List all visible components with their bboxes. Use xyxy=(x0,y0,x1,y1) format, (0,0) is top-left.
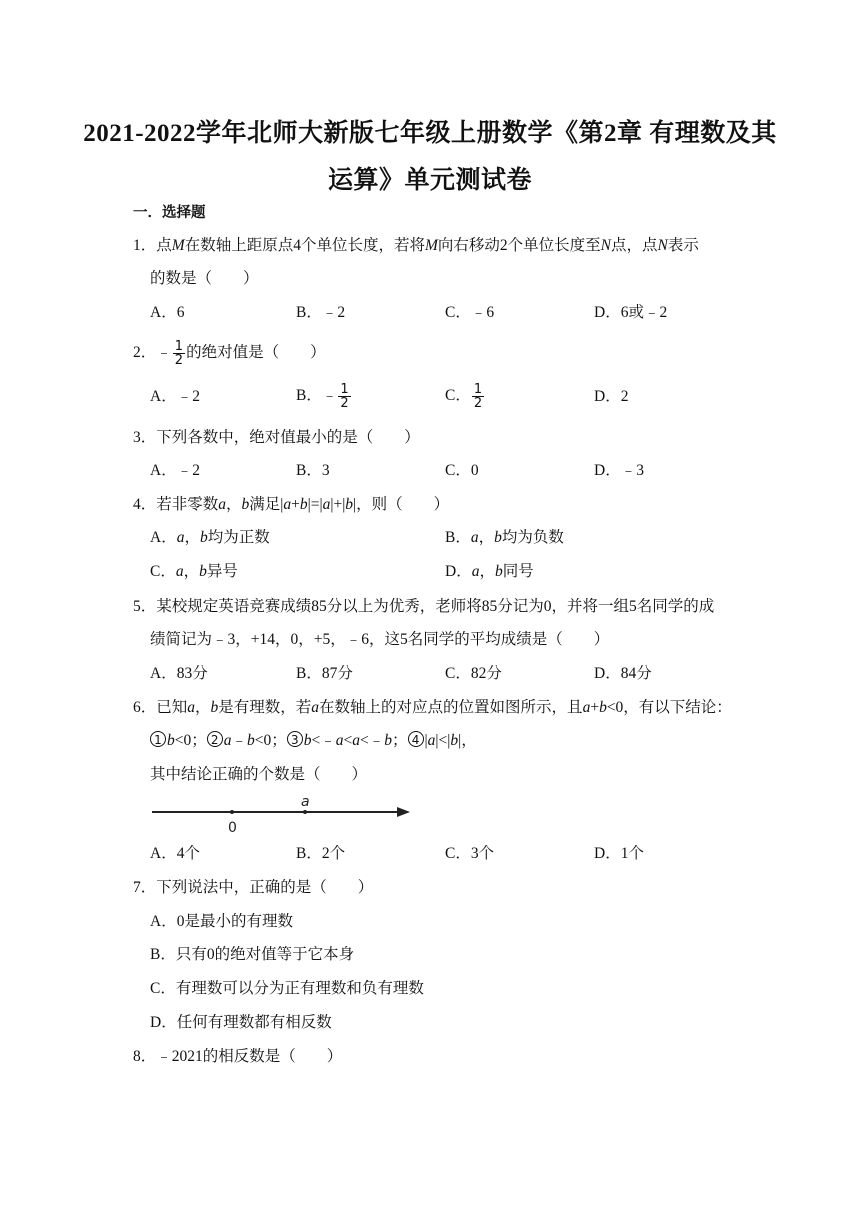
q1-number: 1． xyxy=(133,237,157,254)
opt-text: ， xyxy=(479,563,495,580)
var-b: b xyxy=(494,529,502,546)
q6-text: + xyxy=(590,699,600,716)
opt-text: 同号 xyxy=(502,563,534,580)
circled-number: 3 xyxy=(287,731,303,747)
q6-text: <0，有以下结论： xyxy=(606,699,732,716)
q4-text: 满足| xyxy=(249,496,284,513)
point-a-label: a xyxy=(301,794,310,810)
opt-label: B． xyxy=(445,529,471,546)
var-b: b xyxy=(210,699,219,716)
q4-option-c[interactable] xyxy=(150,562,238,582)
q3-option-d[interactable]: D．﹣3 xyxy=(594,462,644,479)
title-line-1: 2021-2022学年北师大新版七年级上册数学《第2章 有理数及其 xyxy=(83,120,777,147)
q1-option-b[interactable]: B．﹣2 xyxy=(296,304,346,321)
var-b: b xyxy=(199,563,207,580)
question-4 xyxy=(133,495,449,515)
q6-option-d[interactable]: D．1个 xyxy=(594,845,644,862)
q4-text: ， xyxy=(226,496,242,513)
opt-text: 异号 xyxy=(206,563,238,580)
origin-point xyxy=(230,810,234,814)
var-b: b xyxy=(345,496,354,513)
q7-option-d[interactable]: D．任何有理数都有相反数 xyxy=(150,1014,332,1031)
numerator: 1 xyxy=(473,381,483,397)
opt-text: ， xyxy=(478,529,495,546)
q3-option-a[interactable]: A．﹣2 xyxy=(150,462,200,479)
var-a: a xyxy=(175,563,184,580)
q6-text: <0； xyxy=(254,732,287,749)
var-a: a xyxy=(223,732,232,749)
q6-text: <﹣ xyxy=(360,732,385,749)
var-a: a xyxy=(218,496,227,513)
q1-var-n: N xyxy=(657,237,668,254)
q6-option-b[interactable]: B．2个 xyxy=(296,845,346,862)
q4-text: 4．若非零数 xyxy=(133,496,219,513)
question-6-line-2 xyxy=(150,731,477,751)
opt-label: C． xyxy=(150,563,176,580)
var-b: b xyxy=(241,496,250,513)
q6-text: 6．已知 xyxy=(133,699,188,716)
title-line-2: 运算》单元测试卷 xyxy=(327,167,532,194)
question-7: 7．下列说法中，正确的是（ ） xyxy=(133,879,374,896)
q1-text: 点 xyxy=(156,237,172,254)
q2-text: 的绝对值是（ ） xyxy=(186,344,326,361)
var-a: a xyxy=(187,699,196,716)
q1-option-c[interactable]: C．﹣6 xyxy=(445,304,495,321)
q1-var-m: M xyxy=(171,237,185,254)
q1-text: 向右移动2个单位长度至 xyxy=(437,237,601,254)
q2-option-c-fraction xyxy=(472,383,484,410)
q6-option-a[interactable]: A．4个 xyxy=(150,845,200,862)
q2-option-b-fraction xyxy=(338,383,350,410)
q2-neg: ﹣ xyxy=(156,344,172,361)
q1-option-d[interactable]: D．6或﹣2 xyxy=(594,304,668,321)
circled-number: 4 xyxy=(408,731,424,747)
q2-denominator: 2 xyxy=(174,352,184,368)
opt-text: 均为正数 xyxy=(207,529,270,546)
q1-var-n: N xyxy=(600,237,611,254)
q4-option-d[interactable] xyxy=(445,562,534,582)
q1-text: 点，点 xyxy=(611,237,658,254)
arrow-right-icon xyxy=(397,807,410,817)
q2-option-b[interactable] xyxy=(296,381,352,411)
q7-option-b[interactable]: B．只有0的绝对值等于它本身 xyxy=(150,946,355,963)
q5-option-b[interactable]: B．87分 xyxy=(296,665,353,682)
q6-option-c[interactable]: C．3个 xyxy=(445,845,495,862)
var-b: b xyxy=(167,732,175,749)
question-8: 8．﹣2021的相反数是（ ） xyxy=(133,1048,343,1065)
circled-number: 1 xyxy=(150,731,166,747)
var-a: a xyxy=(352,732,361,749)
q1-text: 在数轴上距原点4个单位长度，若将 xyxy=(184,237,425,254)
q2-number: 2． xyxy=(133,344,157,361)
q6-text: ﹣ xyxy=(231,732,248,749)
question-5-line-1: 5．某校规定英语竞赛成绩85分以上为优秀，老师将85分记为0，并将一组5名同学的成 xyxy=(133,598,715,615)
q5-option-d[interactable]: D．84分 xyxy=(594,665,652,682)
section-heading: 一．选择题 xyxy=(133,205,206,221)
q4-text: |=| xyxy=(307,496,323,513)
q2-fraction xyxy=(173,340,185,367)
q3-option-b[interactable]: B．3 xyxy=(296,462,330,479)
opt-label: D． xyxy=(445,563,472,580)
var-b: b xyxy=(303,732,312,749)
q1-text: 表示 xyxy=(667,237,699,254)
circled-number: 2 xyxy=(207,731,223,747)
q4-option-a[interactable] xyxy=(150,528,270,548)
var-a: a xyxy=(335,732,344,749)
question-6-line-3: 其中结论正确的个数是（ ） xyxy=(150,766,368,783)
q6-text: ； xyxy=(392,732,408,749)
var-a: a xyxy=(582,699,591,716)
q6-text: <﹣ xyxy=(311,732,336,749)
q2-option-c-label: C． xyxy=(445,387,471,404)
var-a: a xyxy=(427,732,436,749)
number-line-figure xyxy=(148,792,418,837)
var-a: a xyxy=(283,496,292,513)
q2-option-b-label: B．﹣ xyxy=(296,387,338,404)
opt-text: ， xyxy=(184,529,200,546)
q5-option-a[interactable]: A．83分 xyxy=(150,665,208,682)
question-1-line-1 xyxy=(133,236,699,256)
var-b: b xyxy=(247,732,255,749)
denominator: 2 xyxy=(340,395,349,411)
question-6-line-1 xyxy=(133,698,732,718)
opt-label: A． xyxy=(150,529,177,546)
q7-option-a[interactable]: A．0是最小的有理数 xyxy=(150,913,293,930)
q1-option-a[interactable]: A．6 xyxy=(150,304,185,321)
var-a: a xyxy=(311,699,320,716)
q2-numerator: 1 xyxy=(174,338,184,354)
q7-option-c[interactable]: C．有理数可以分为正有理数和负有理数 xyxy=(150,980,424,997)
q4-text: |+| xyxy=(330,496,346,513)
question-5-line-2: 绩简记为﹣3，+14，0，+5，﹣6，这5名同学的平均成绩是（ ） xyxy=(150,631,610,648)
q6-text: 在数轴上的对应点的位置如图所示，且 xyxy=(319,699,583,716)
q6-text: | xyxy=(424,732,428,749)
q2-option-c[interactable] xyxy=(445,381,485,411)
denominator: 2 xyxy=(473,395,483,411)
q6-text: 是有理数，若 xyxy=(218,699,312,716)
q6-text: <0； xyxy=(174,732,207,749)
q6-text: |<| xyxy=(435,732,451,749)
q6-text: ， xyxy=(195,699,211,716)
var-b: b xyxy=(494,563,503,580)
var-a: a xyxy=(470,529,479,546)
var-b: b xyxy=(199,529,208,546)
opt-text: ， xyxy=(183,563,200,580)
q6-text: |， xyxy=(458,732,477,749)
var-a: a xyxy=(322,496,331,513)
question-1-line-2: 的数是（ ） xyxy=(150,270,259,287)
q4-option-b[interactable] xyxy=(445,528,564,548)
q5-option-c[interactable]: C．82分 xyxy=(445,665,502,682)
question-3: 3．下列各数中，绝对值最小的是（ ） xyxy=(133,429,420,446)
q1-var-m: M xyxy=(424,237,438,254)
var-a: a xyxy=(176,529,185,546)
q4-text: |，则（ ） xyxy=(353,496,450,513)
q2-option-d[interactable]: D．2 xyxy=(594,388,629,405)
var-a: a xyxy=(471,563,480,580)
origin-label: 0 xyxy=(228,820,237,836)
var-b: b xyxy=(450,732,459,749)
var-b: b xyxy=(384,732,393,749)
var-b: b xyxy=(299,496,308,513)
q2-option-a[interactable]: A．﹣2 xyxy=(150,388,200,405)
var-b: b xyxy=(599,699,607,716)
opt-text: 均为负数 xyxy=(501,529,564,546)
q6-text: < xyxy=(343,732,353,749)
numerator: 1 xyxy=(340,381,349,397)
question-2 xyxy=(133,338,326,368)
q4-text: + xyxy=(291,496,300,513)
q3-option-c[interactable]: C．0 xyxy=(445,462,479,479)
point-a xyxy=(303,810,307,814)
